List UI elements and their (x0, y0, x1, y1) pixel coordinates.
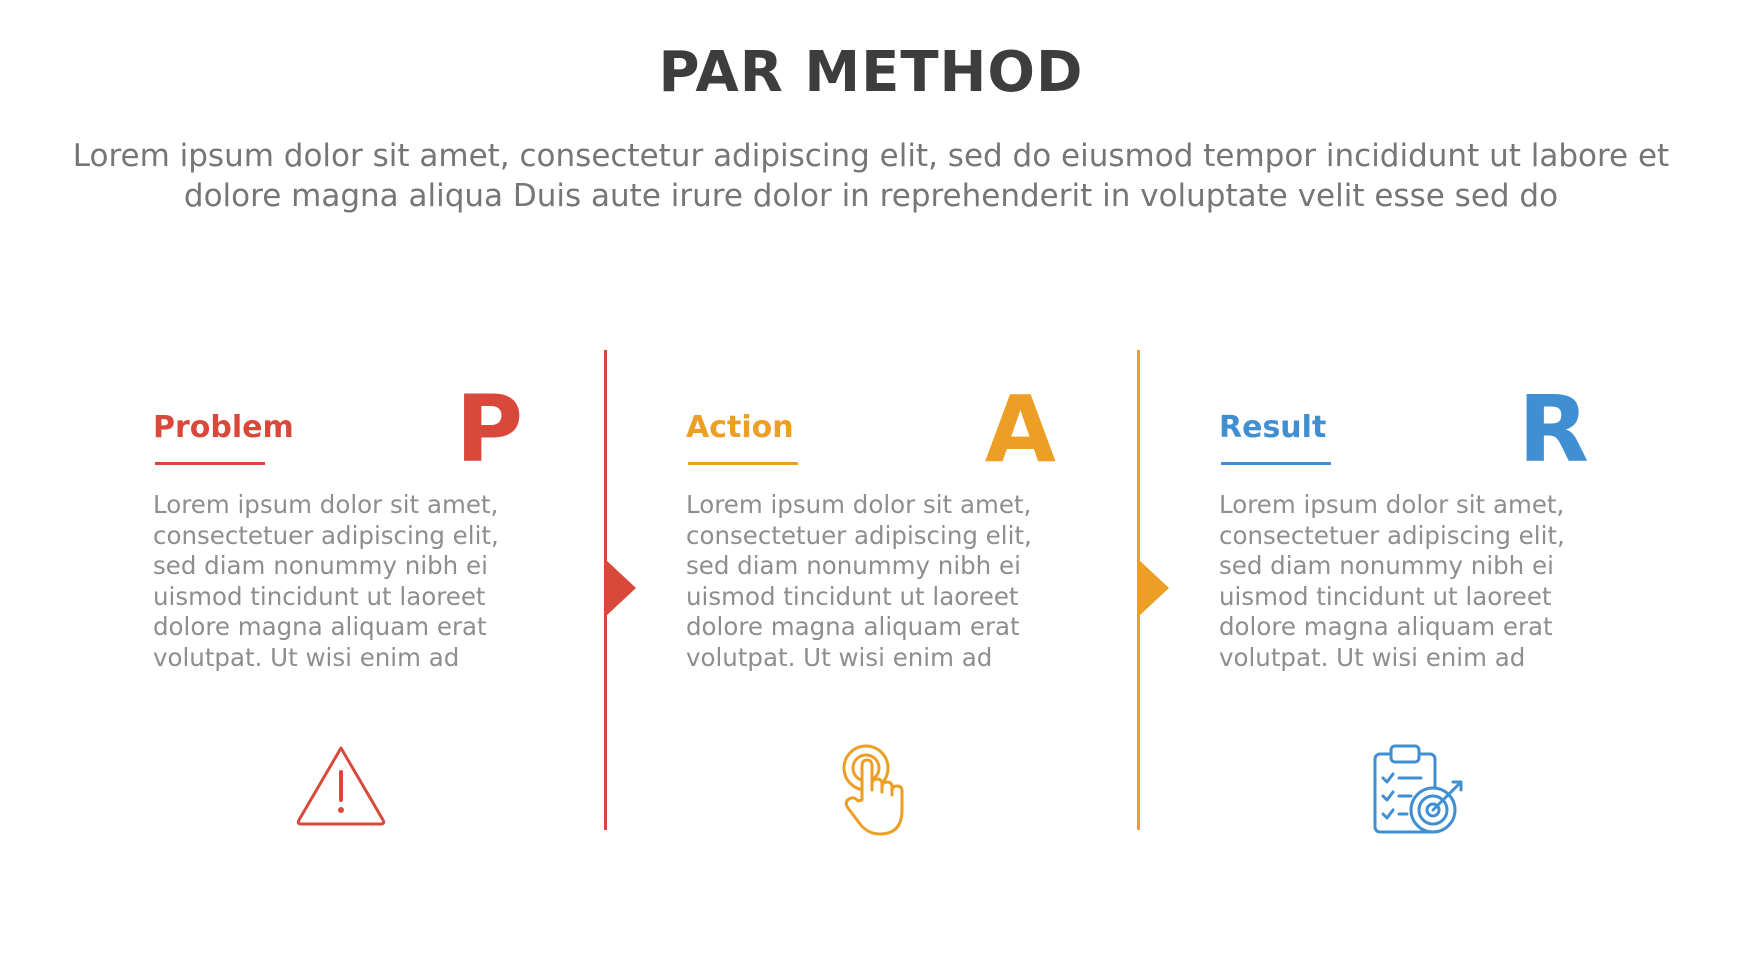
step-letter: A (984, 376, 1056, 483)
step-description: Lorem ipsum dolor sit amet, consectetuer adipiscing elit, sed diam nonummy nibh ei uismod tincidunt ut laoreet dolore magna aliquam erat volutpat. Ut wisi enim ad (1219, 490, 1565, 672)
page-subtitle: Lorem ipsum dolor sit amet, consectetur adipiscing elit, sed do eiusmod tempor incididunt ut labore et dolore magna aliqua Duis aute irure dolor in reprehenderit in voluptate velit esse sed do (72, 138, 1670, 214)
step-problem (153, 376, 523, 840)
tap-hand-icon (840, 742, 910, 842)
step-description: Lorem ipsum dolor sit amet, consectetuer adipiscing elit, sed diam nonummy nibh ei uismod tincidunt ut laoreet dolore magna aliquam erat volutpat. Ut wisi enim ad (153, 490, 499, 672)
step-letter: R (1518, 376, 1589, 483)
page-title: PAR METHOD (658, 40, 1084, 105)
step-result (1219, 376, 1589, 840)
step-description: Lorem ipsum dolor sit amet, consectetuer adipiscing elit, sed diam nonummy nibh ei uismod tincidunt ut laoreet dolore magna aliquam erat volutpat. Ut wisi enim ad (686, 490, 1032, 672)
step-action (686, 376, 1056, 840)
step-heading: Result (1219, 410, 1327, 445)
arrow-problem-to-action (606, 560, 636, 616)
step-letter: P (455, 376, 523, 483)
arrow-action-to-result (1139, 560, 1169, 616)
step-heading: Problem (153, 410, 294, 445)
heading-underline (688, 462, 798, 465)
step-heading: Action (686, 410, 794, 445)
warning-triangle-icon (293, 742, 389, 832)
heading-underline (155, 462, 265, 465)
clipboard-target-icon (1371, 742, 1467, 842)
heading-underline (1221, 462, 1331, 465)
